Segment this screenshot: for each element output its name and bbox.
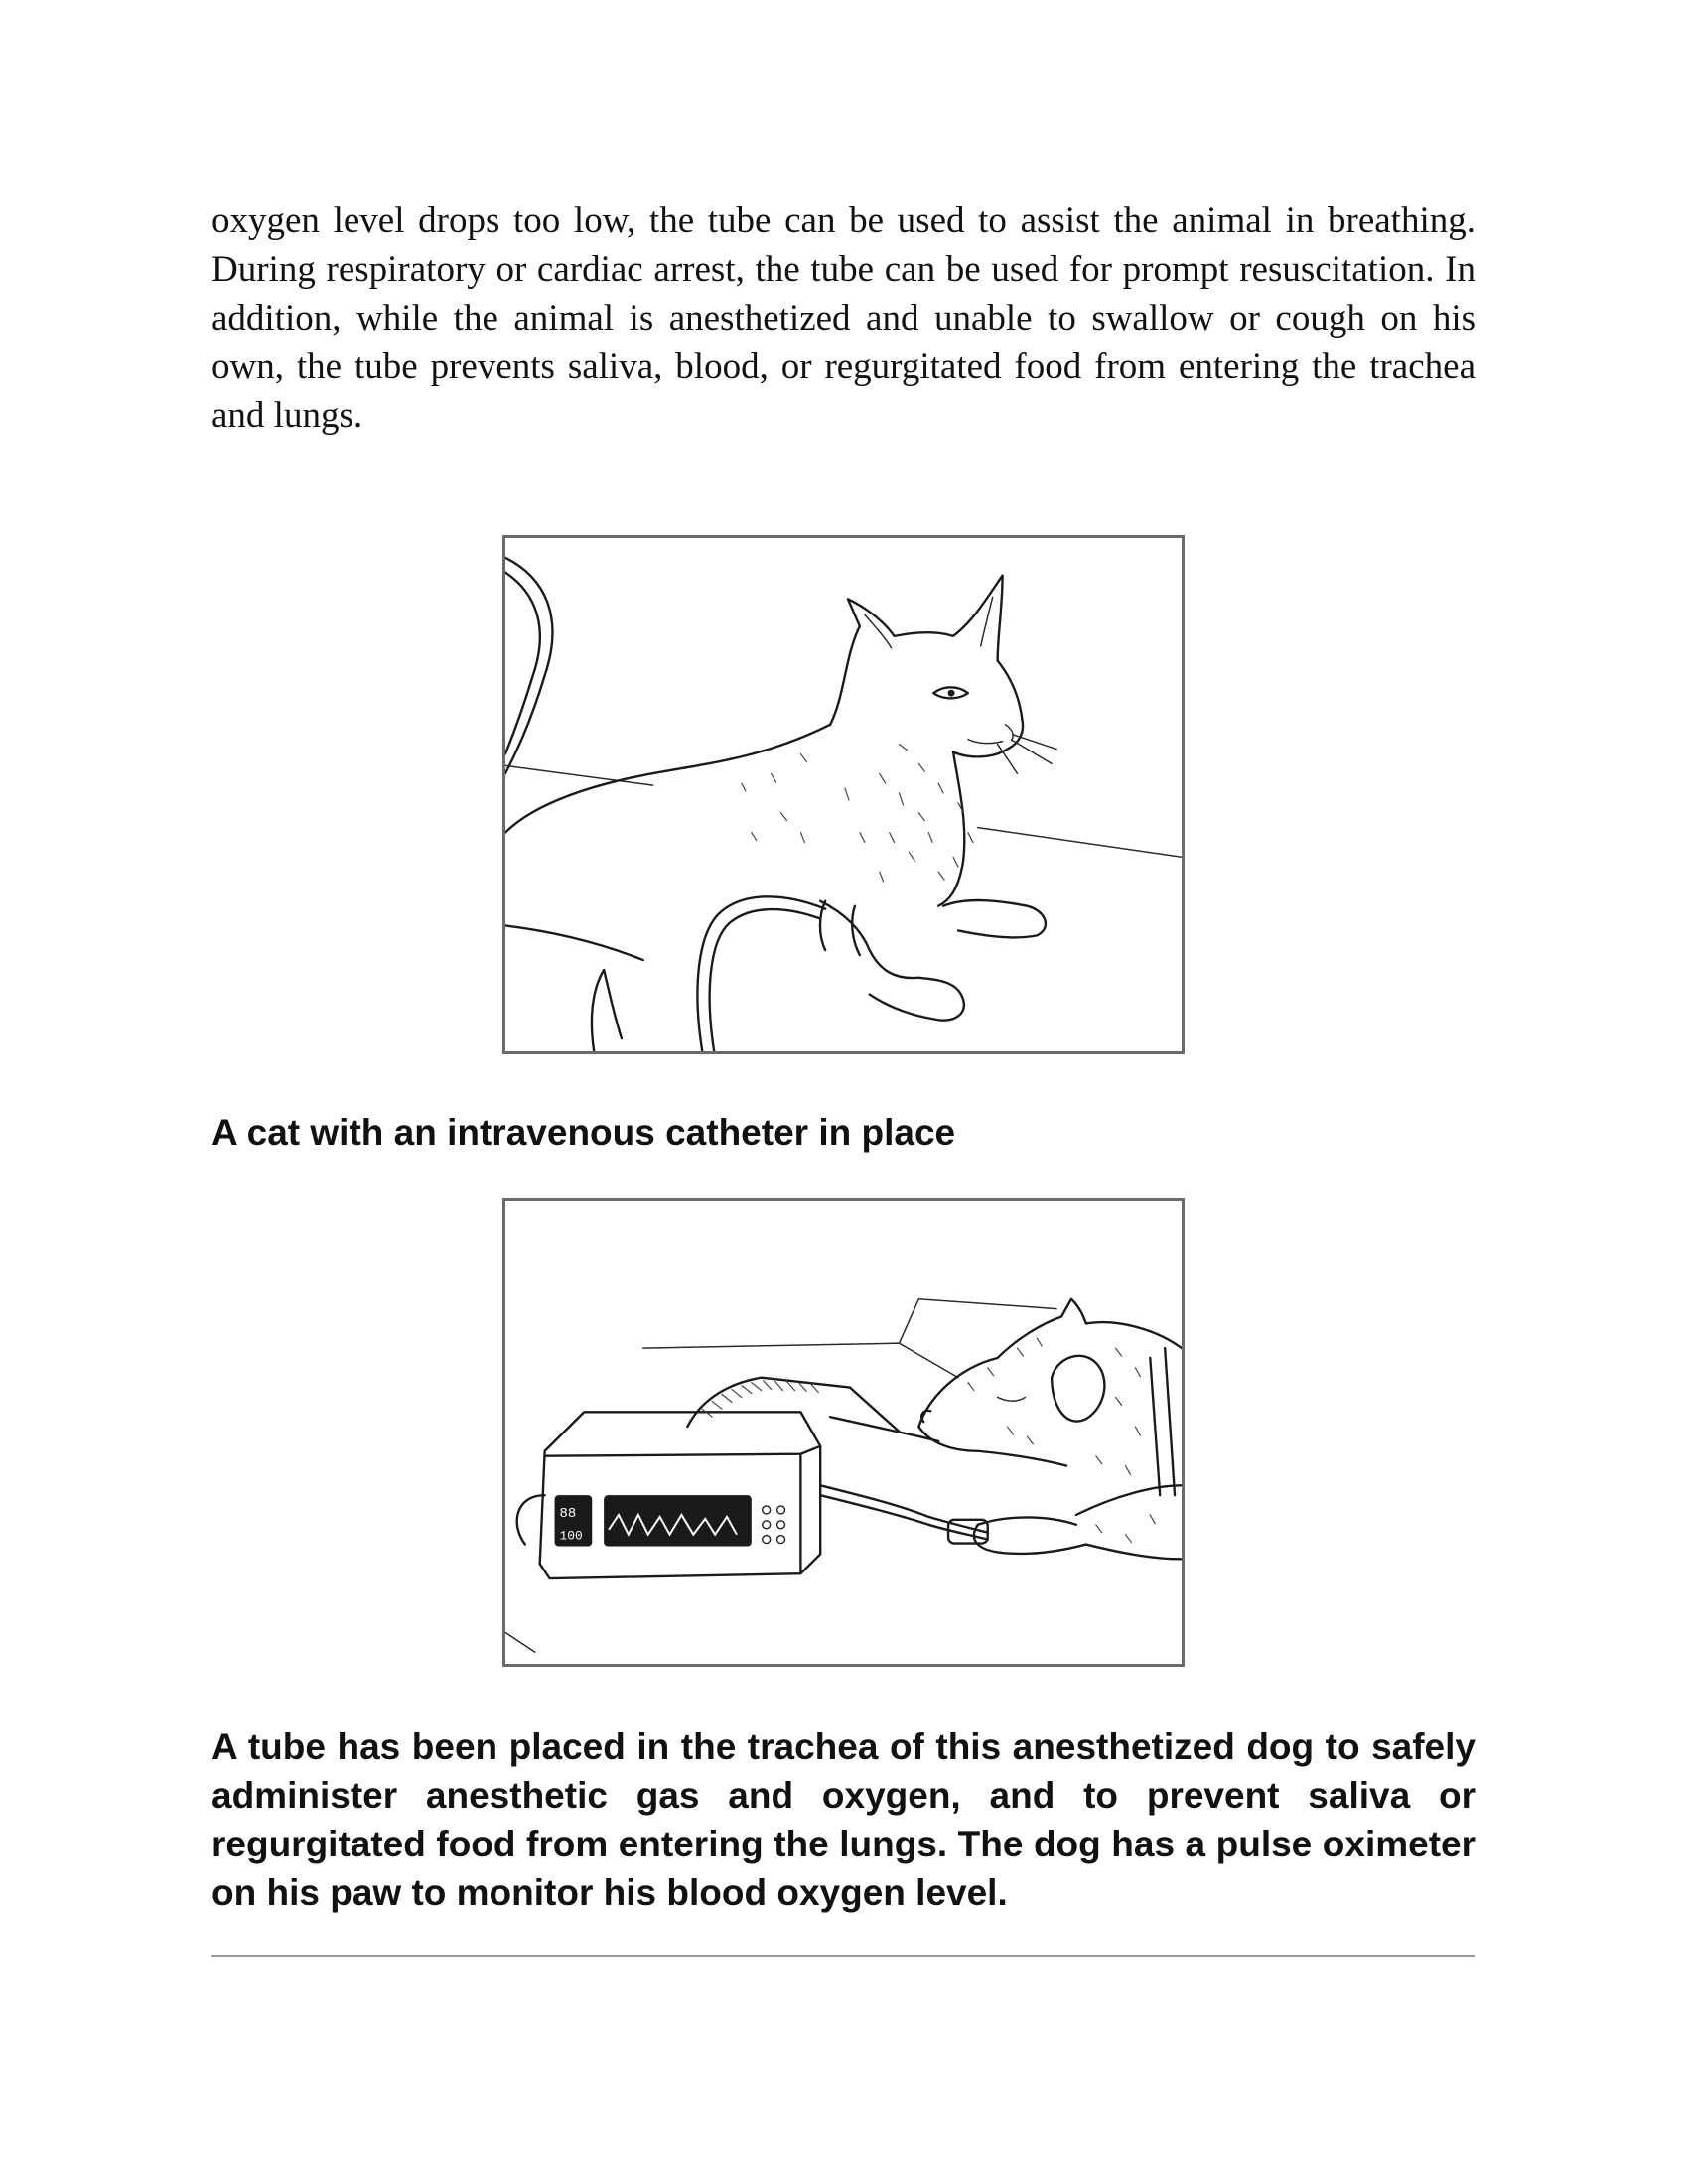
cat-drawing — [505, 538, 1182, 1051]
dog-drawing — [505, 1201, 1182, 1664]
svg-text:88: 88 — [559, 1505, 577, 1522]
cat-illustration — [502, 535, 1185, 1054]
body-paragraph: oxygen level drops too low, the tube can be used to assist the animal in breathing. During respiratory or cardiac arrest, the tube can be used for prompt resuscitation. In addition, while the animal is anesthetized and unable to swallow or cough on his own, the tube prevents saliva, blood, or regurgitated food from entering the trachea and lungs. — [211, 201, 1476, 436]
dog-illustration — [502, 1198, 1185, 1667]
cat-figure-caption: A cat with an intravenous catheter in place — [211, 1112, 956, 1153]
monitor-readout: 100 — [559, 1528, 583, 1544]
footer-rule — [211, 1955, 1475, 1957]
dog-figure-caption: A tube has been placed in the trachea of this anesthetized dog to safely administer anesthetic gas and oxygen, and to prevent saliva or regurgitated food from entering the lungs. The dog has a pulse oximeter on his paw to monitor his blood oxygen level. — [211, 1726, 1476, 1913]
